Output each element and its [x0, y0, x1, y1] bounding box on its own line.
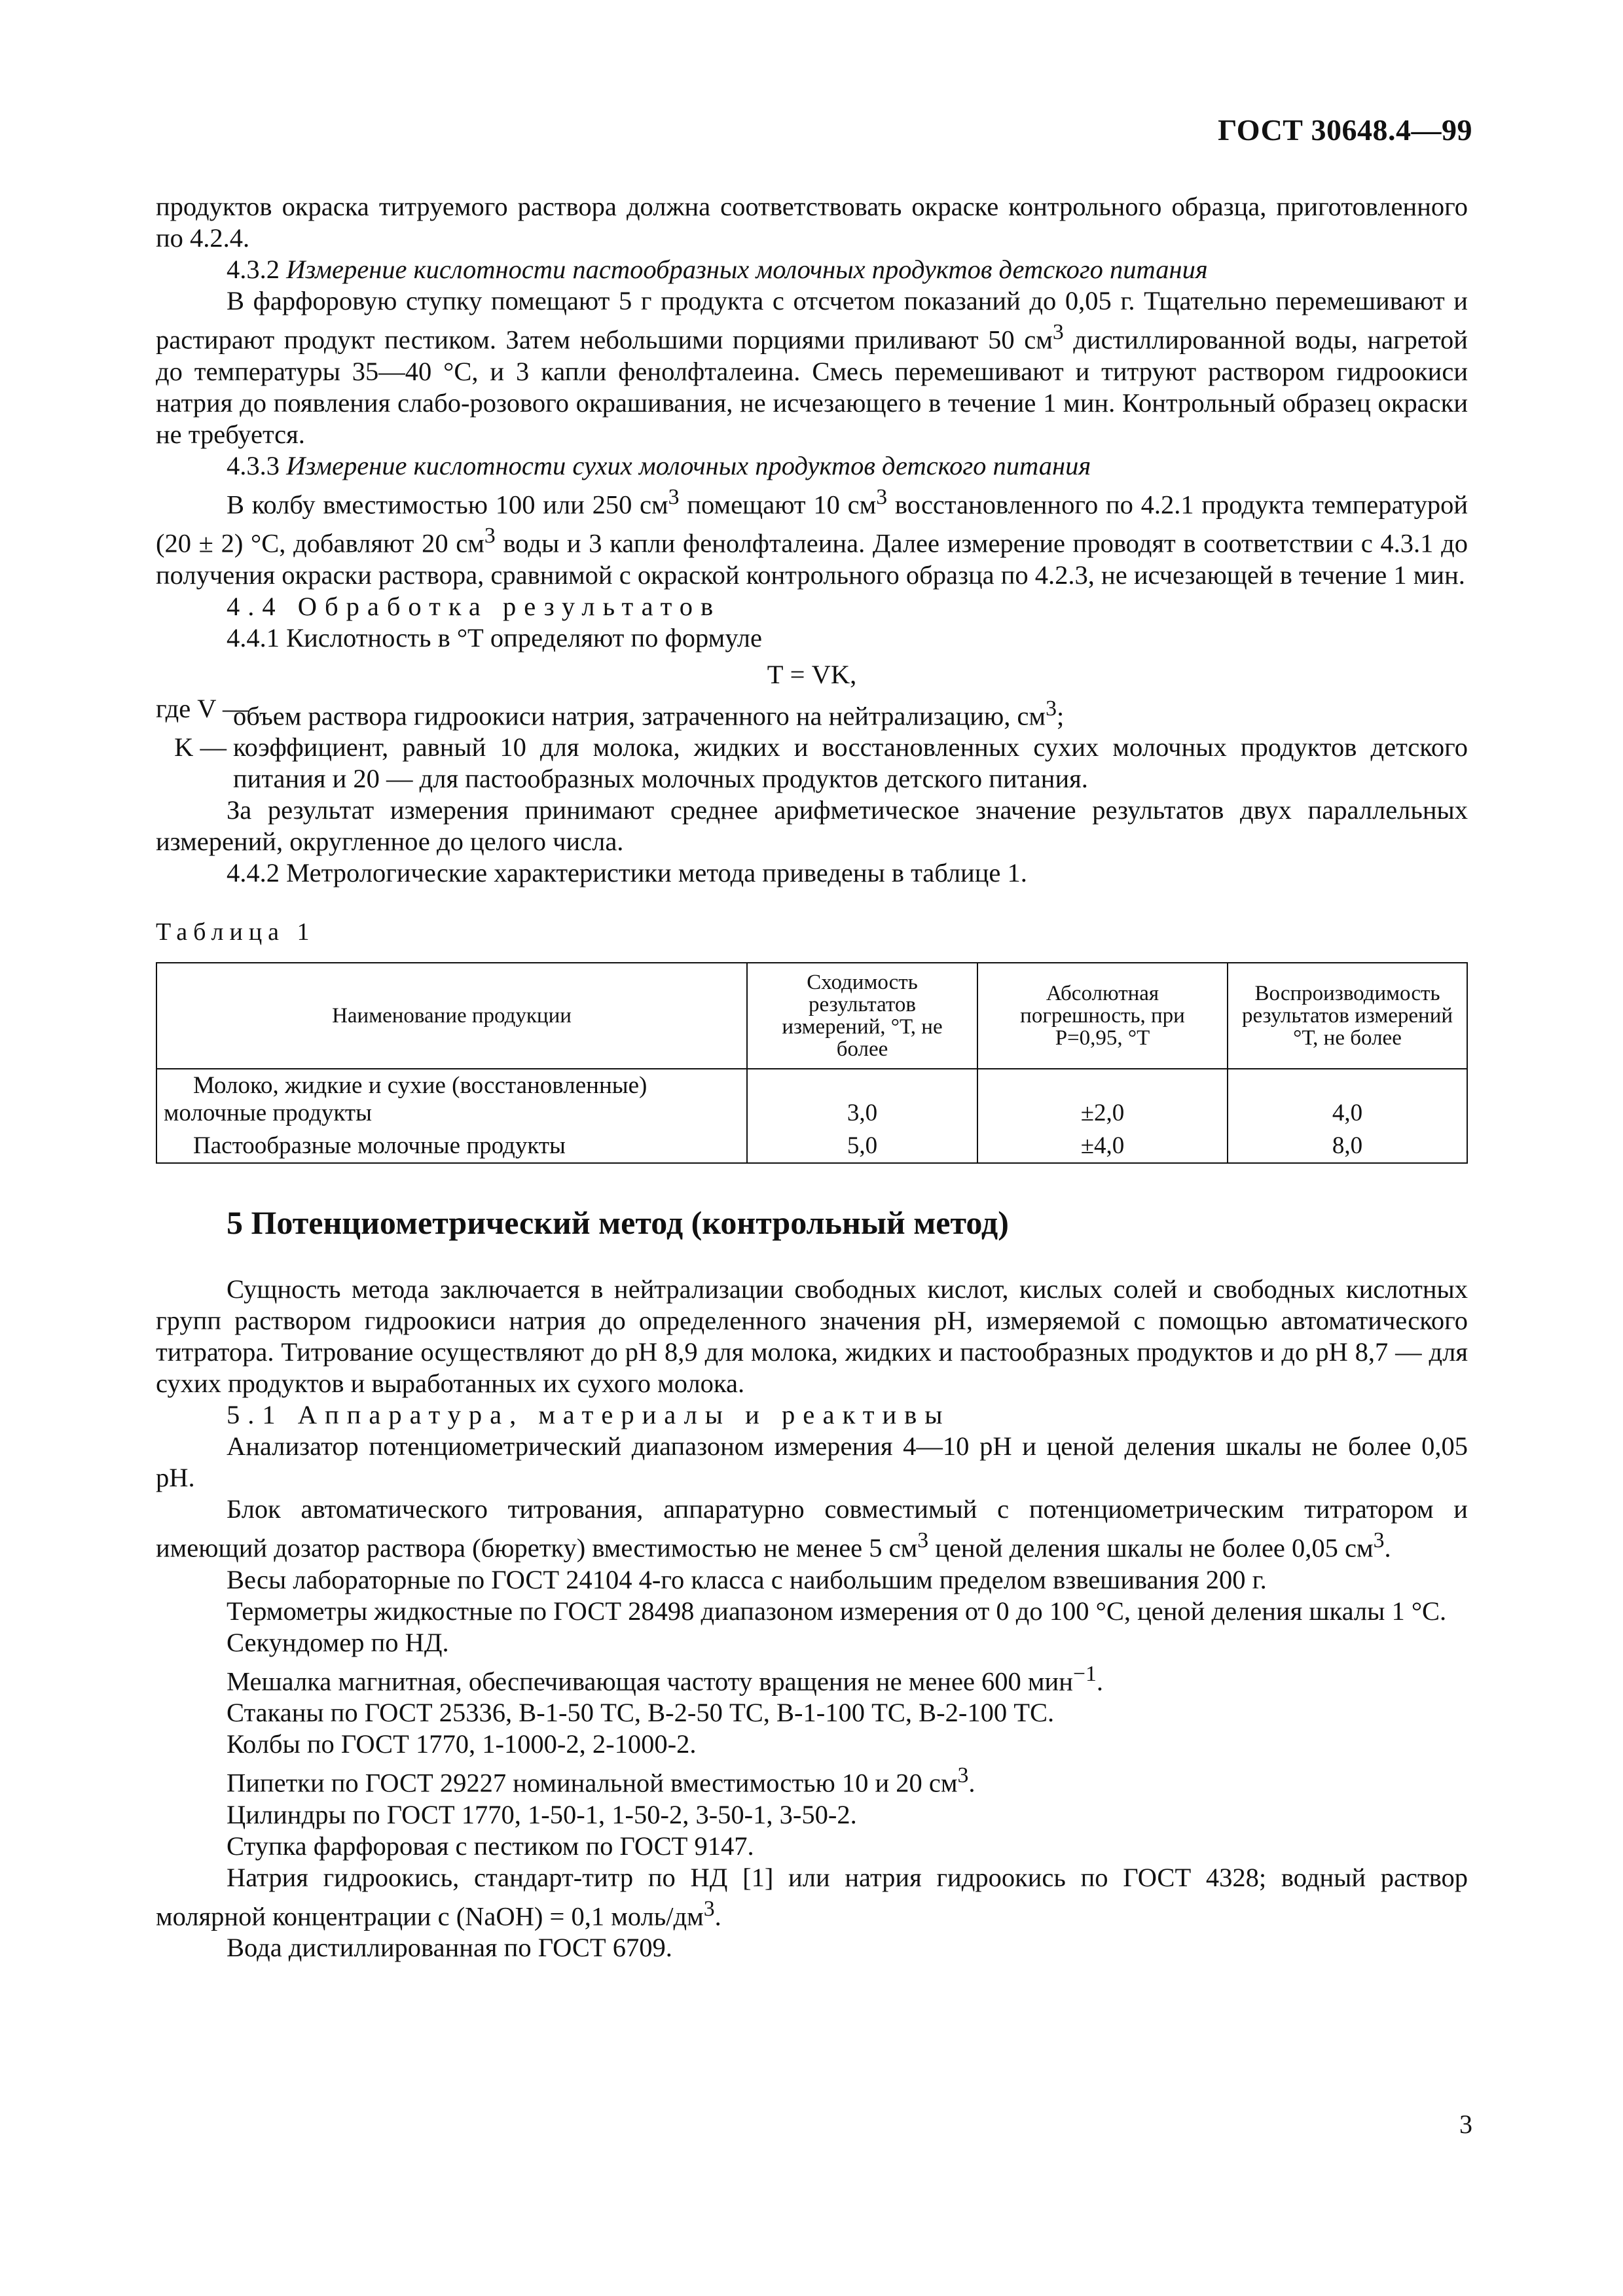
table-cell-name: Молоко, жидкие и сухие (восстановленные) молочные продукты [156, 1069, 747, 1130]
table-cell: ±2,0 [977, 1069, 1228, 1130]
where-v-symbol: где V — [156, 693, 249, 723]
item-water: Вода дистиллированная по ГОСТ 6709. [227, 1933, 672, 1962]
superscript: 3 [917, 1528, 929, 1552]
table-cell: 4,0 [1228, 1069, 1467, 1130]
subsection-number: 4.3.2 [227, 255, 280, 284]
item-pipettes [156, 1760, 1468, 1799]
paragraph-result: За результат измерения принимают среднее арифметическое значение результатов двух параллельных измерений, округленное до целого числа. [156, 795, 1468, 856]
text-run: дистиллированной воды, нагретой до температуры 35—40 °С, и 3 капли фенолфталеина. Смесь перемешивают и титруют раствором гидроокиси натрия до появления слабо-розового окрашивания, не исчезающего в течение 1 мин. Контрольный образец окраски не требуется. [156, 325, 1468, 449]
where-v [156, 693, 1468, 732]
item-analyzer: Анализатор потенциометрический диапазоном измерения 4—10 рН и ценой деления шкалы не более 0,05 рН. [156, 1431, 1468, 1492]
item-stirrer [156, 1659, 1468, 1698]
table-header-cell: Воспроизводимость результатов измерений °Т, не более [1228, 963, 1467, 1069]
table-header-cell: Сходимость результатов измерений, °Т, не более [747, 963, 977, 1069]
superscript: 3 [876, 484, 888, 509]
subsection-5-1-heading: 5.1 Аппаратура, материалы и реактивы [227, 1400, 951, 1429]
text-run: восстановленного по 4.2.1 продукта температурой (20 ± 2) °С, добавляют 20 см [156, 490, 1468, 558]
item-scales: Весы лабораторные по ГОСТ 24104 4-го класса с наибольшим пределом взвешивания 200 г. [227, 1564, 1267, 1594]
paragraph-4-4-1: 4.4.1 Кислотность в °Т определяют по формуле [227, 622, 762, 653]
document-body [156, 191, 1468, 1964]
metrology-table [156, 962, 1468, 1164]
page-number: 3 [1459, 2109, 1472, 2139]
table-cell: 8,0 [1228, 1130, 1467, 1163]
superscript: 3 [1046, 696, 1057, 721]
text-run: . [714, 1901, 721, 1931]
text-run: ценой деления шкалы не более 0,05 см [928, 1533, 1374, 1563]
paragraph-4-3-3 [156, 482, 1468, 591]
formula: Т = VK, [767, 659, 857, 689]
item-beakers: Стаканы по ГОСТ 25336, В-1-50 ТС, В-2-50 ТС, В-1-100 ТС, В-2-100 ТС. [227, 1698, 1055, 1727]
subsection-title: Измерение кислотности сухих молочных продуктов детского питания [286, 450, 1091, 480]
where-k [156, 732, 1468, 795]
item-cylinders: Цилиндры по ГОСТ 1770, 1-50-1, 1-50-2, 3-50-1, 3-50-2. [227, 1799, 857, 1829]
item-flasks: Колбы по ГОСТ 1770, 1-1000-2, 2-1000-2. [227, 1729, 697, 1759]
where-k-description: коэффициент, равный 10 для молока, жидких и восстановленных сухих молочных продуктов детского питания и 20 — для пастообразных молочных продуктов детского питания. [233, 732, 1468, 793]
subsection-4-3-3-heading [156, 450, 1468, 482]
table-header-cell: Абсолютная погрешность, при P=0,95, °Т [977, 963, 1228, 1069]
paragraph-continuation: продуктов окраска титруемого раствора должна соответствовать окраске контрольного образца, приготовленного по 4.2.4. [156, 192, 1468, 253]
superscript: 3 [668, 484, 680, 509]
paragraph-essence: Сущность метода заключается в нейтрализации свободных кислот, кислых солей и свободных кислотных групп раствором гидроокиси натрия до определенного значения рН, измеряемой с помощью автоматического титратора. Титрование осуществляют до рН 8,9 для молока, жидких и пастообразных продуктов и до рН 8,7 — для сухих продуктов и выработанных их сухого молока. [156, 1274, 1468, 1398]
table-header-row [156, 963, 1467, 1069]
superscript: 3 [957, 1763, 969, 1787]
superscript: 3 [1052, 320, 1064, 344]
table-cell: 3,0 [747, 1069, 977, 1130]
text-run: ; [1056, 701, 1065, 730]
subsection-title: Измерение кислотности пастообразных молочных продуктов детского питания [286, 255, 1208, 284]
table-row [156, 1069, 1467, 1130]
superscript: 3 [1373, 1528, 1385, 1552]
table-cell: ±4,0 [977, 1130, 1228, 1163]
item-mortar: Ступка фарфоровая с пестиком по ГОСТ 9147. [227, 1831, 754, 1861]
table-cell-name: Пастообразные молочные продукты [156, 1130, 747, 1163]
text-run: . [1096, 1666, 1103, 1696]
text-run: Натрия гидроокись, стандарт-титр по НД [1] или натрия гидроокись по ГОСТ 4328; водный раствор молярной концентрации c (NaOH) = 0,1 моль/дм [156, 1862, 1468, 1931]
subsection-number: 4.3.3 [227, 450, 280, 480]
where-k-symbol: K — [174, 732, 227, 762]
subsection-4-4-heading: 4.4 Обработка результатов [227, 591, 721, 621]
item-stopwatch: Секундомер по НД. [227, 1627, 449, 1657]
text-run: воды и 3 капли фенолфталеина. Далее измерение проводят в соответствии с 4.3.1 до получения окраски раствора, сравнимой с окраской контрольного образца по 4.2.3, не исчезающей в течение 1 мин. [156, 528, 1468, 590]
text-run: В фарфоровую ступку помещают 5 г продукта с отсчетом показаний до 0,05 г. Тщательно перемешивают и растирают продукт пестиком. Затем небольшими порциями приливают 50 см [156, 286, 1468, 355]
text-run: помещают 10 см [679, 490, 877, 519]
paragraph-4-4-2: 4.4.2 Метрологические характеристики метода приведены в таблице 1. [227, 858, 1027, 888]
text-run: Пипетки по ГОСТ 29227 номинальной вместимостью 10 и 20 см [227, 1768, 958, 1798]
subsection-4-3-2-heading [156, 254, 1468, 285]
table-row [156, 1130, 1467, 1163]
text-run: объем раствора гидроокиси натрия, затраченного на нейтрализацию, см [233, 701, 1046, 730]
where-v-description [233, 693, 1468, 732]
superscript: −1 [1072, 1661, 1097, 1686]
table-header-cell: Наименование продукции [156, 963, 747, 1069]
item-naoh [156, 1862, 1468, 1933]
section-5-title: 5 Потенциометрический метод (контрольный метод) [227, 1204, 1009, 1241]
text-run: Блок автоматического титрования, аппаратурно совместимый с потенциометрическим титратором и имеющий дозатор раствора (бюретку) вместимостью не менее 5 см [156, 1494, 1468, 1563]
item-thermometers: Термометры жидкостные по ГОСТ 28498 диапазоном измерения от 0 до 100 °С, ценой деления шкалы 1 °С. [227, 1596, 1447, 1626]
superscript: 3 [484, 524, 496, 548]
superscript: 3 [703, 1896, 715, 1921]
item-titration-block [156, 1494, 1468, 1564]
text-run: . [968, 1768, 976, 1798]
text-run: Мешалка магнитная, обеспечивающая частоту вращения не менее 600 мин [227, 1666, 1073, 1696]
table-caption: Таблица 1 [156, 918, 316, 946]
table-cell: 5,0 [747, 1130, 977, 1163]
document-header: ГОСТ 30648.4—99 [1218, 113, 1472, 147]
text-run: . [1384, 1533, 1391, 1563]
text-run: В колбу вместимостью 100 или 250 см [227, 490, 668, 519]
paragraph-4-3-2 [156, 285, 1468, 450]
